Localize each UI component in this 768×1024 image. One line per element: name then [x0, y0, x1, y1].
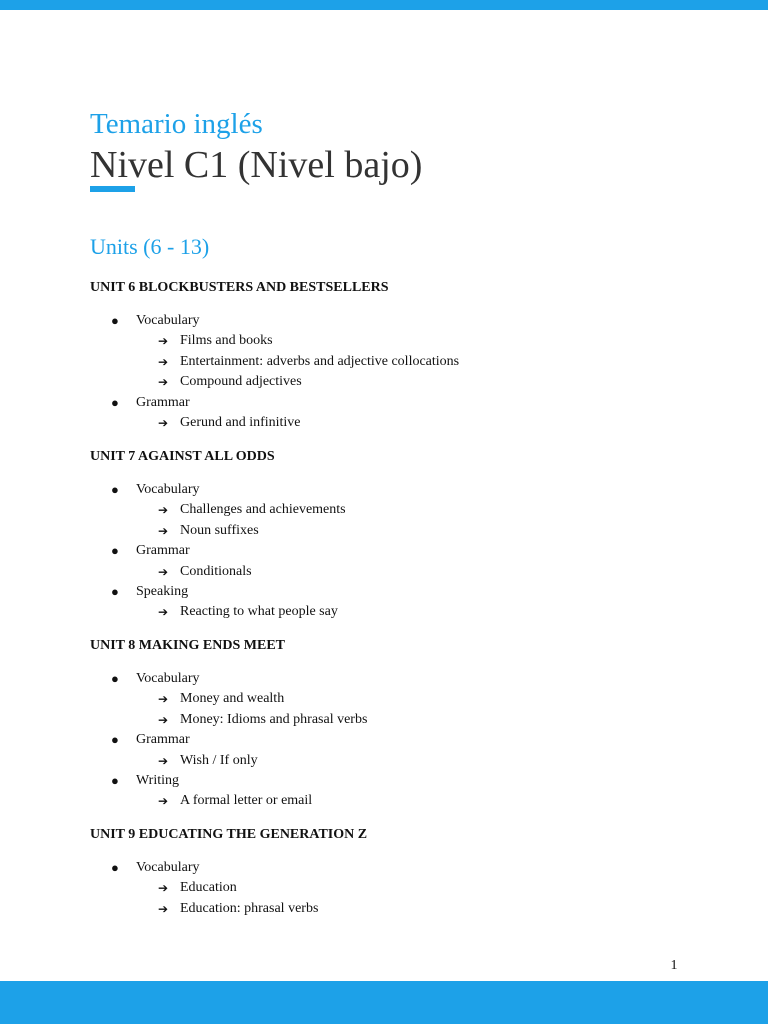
subtopic-label: Entertainment: adverbs and adjective collocations: [180, 353, 460, 369]
subtopic-label: Money and wealth: [180, 691, 285, 707]
subtopic-label: A formal letter or email: [180, 793, 313, 809]
topic-label: Grammar: [136, 732, 190, 748]
subtopic-label: Challenges and achievements: [180, 502, 346, 518]
arrow-right-icon: ➔: [158, 605, 169, 620]
topic-label: Vocabulary: [136, 482, 200, 497]
page-number: 1: [670, 958, 678, 973]
arrow-right-icon: ➔: [158, 334, 169, 349]
topic-label: Writing: [136, 772, 179, 788]
unit-title: UNIT 7 AGAINST ALL ODDS: [90, 449, 275, 464]
subtopic-label: Films and books: [180, 333, 273, 349]
unit-title: UNIT 9 EDUCATING THE GENERATION Z: [90, 827, 368, 842]
arrow-right-icon: ➔: [158, 712, 169, 727]
unit-title: UNIT 6 BLOCKBUSTERS AND BESTSELLERS: [90, 280, 389, 295]
bullet-icon: ●: [111, 543, 119, 559]
arrow-right-icon: ➔: [158, 375, 169, 390]
arrow-right-icon: ➔: [158, 753, 169, 768]
subtopic-label: Conditionals: [180, 563, 252, 579]
section-heading: Units (6 - 13): [90, 234, 210, 259]
topic-label: Vocabulary: [136, 860, 200, 875]
document-subtitle: Temario inglés: [90, 108, 263, 140]
arrow-right-icon: ➔: [158, 881, 169, 896]
topic-label: Vocabulary: [136, 671, 200, 686]
arrow-right-icon: ➔: [158, 523, 169, 538]
subtopic-label: Noun suffixes: [180, 522, 259, 538]
unit-title: UNIT 8 MAKING ENDS MEET: [90, 638, 285, 653]
arrow-right-icon: ➔: [158, 692, 169, 707]
topic-label: Grammar: [136, 543, 190, 559]
subtopic-label: Education: phrasal verbs: [180, 900, 319, 916]
subtopic-label: Education: [180, 880, 237, 896]
arrow-right-icon: ➔: [158, 901, 169, 916]
document-title: Nivel C1 (Nivel bajo): [90, 144, 423, 186]
bullet-icon: ●: [111, 772, 119, 788]
arrow-right-icon: ➔: [158, 564, 169, 579]
title-underline: [90, 186, 135, 192]
subtopic-label: Money: Idioms and phrasal verbs: [180, 711, 368, 727]
arrow-right-icon: ➔: [158, 794, 169, 809]
bullet-icon: ●: [111, 671, 119, 686]
arrow-right-icon: ➔: [158, 503, 169, 518]
topic-label: Vocabulary: [136, 313, 200, 328]
topic-label: Grammar: [136, 394, 190, 410]
arrow-right-icon: ➔: [158, 354, 169, 369]
subtopic-label: Gerund and infinitive: [180, 414, 301, 430]
arrow-right-icon: ➔: [158, 415, 169, 430]
bullet-icon: ●: [111, 732, 119, 748]
bullet-icon: ●: [111, 394, 119, 410]
subtopic-label: Compound adjectives: [180, 374, 302, 390]
bullet-icon: ●: [111, 313, 119, 328]
bullet-icon: ●: [111, 583, 119, 599]
bullet-icon: ●: [111, 860, 119, 875]
topic-label: Speaking: [136, 583, 189, 599]
subtopic-label: Reacting to what people say: [180, 604, 338, 620]
subtopic-label: Wish / If only: [180, 752, 258, 768]
bullet-icon: ●: [111, 482, 119, 497]
top-accent-bar: [0, 0, 768, 10]
bottom-accent-bar: [0, 981, 768, 1024]
